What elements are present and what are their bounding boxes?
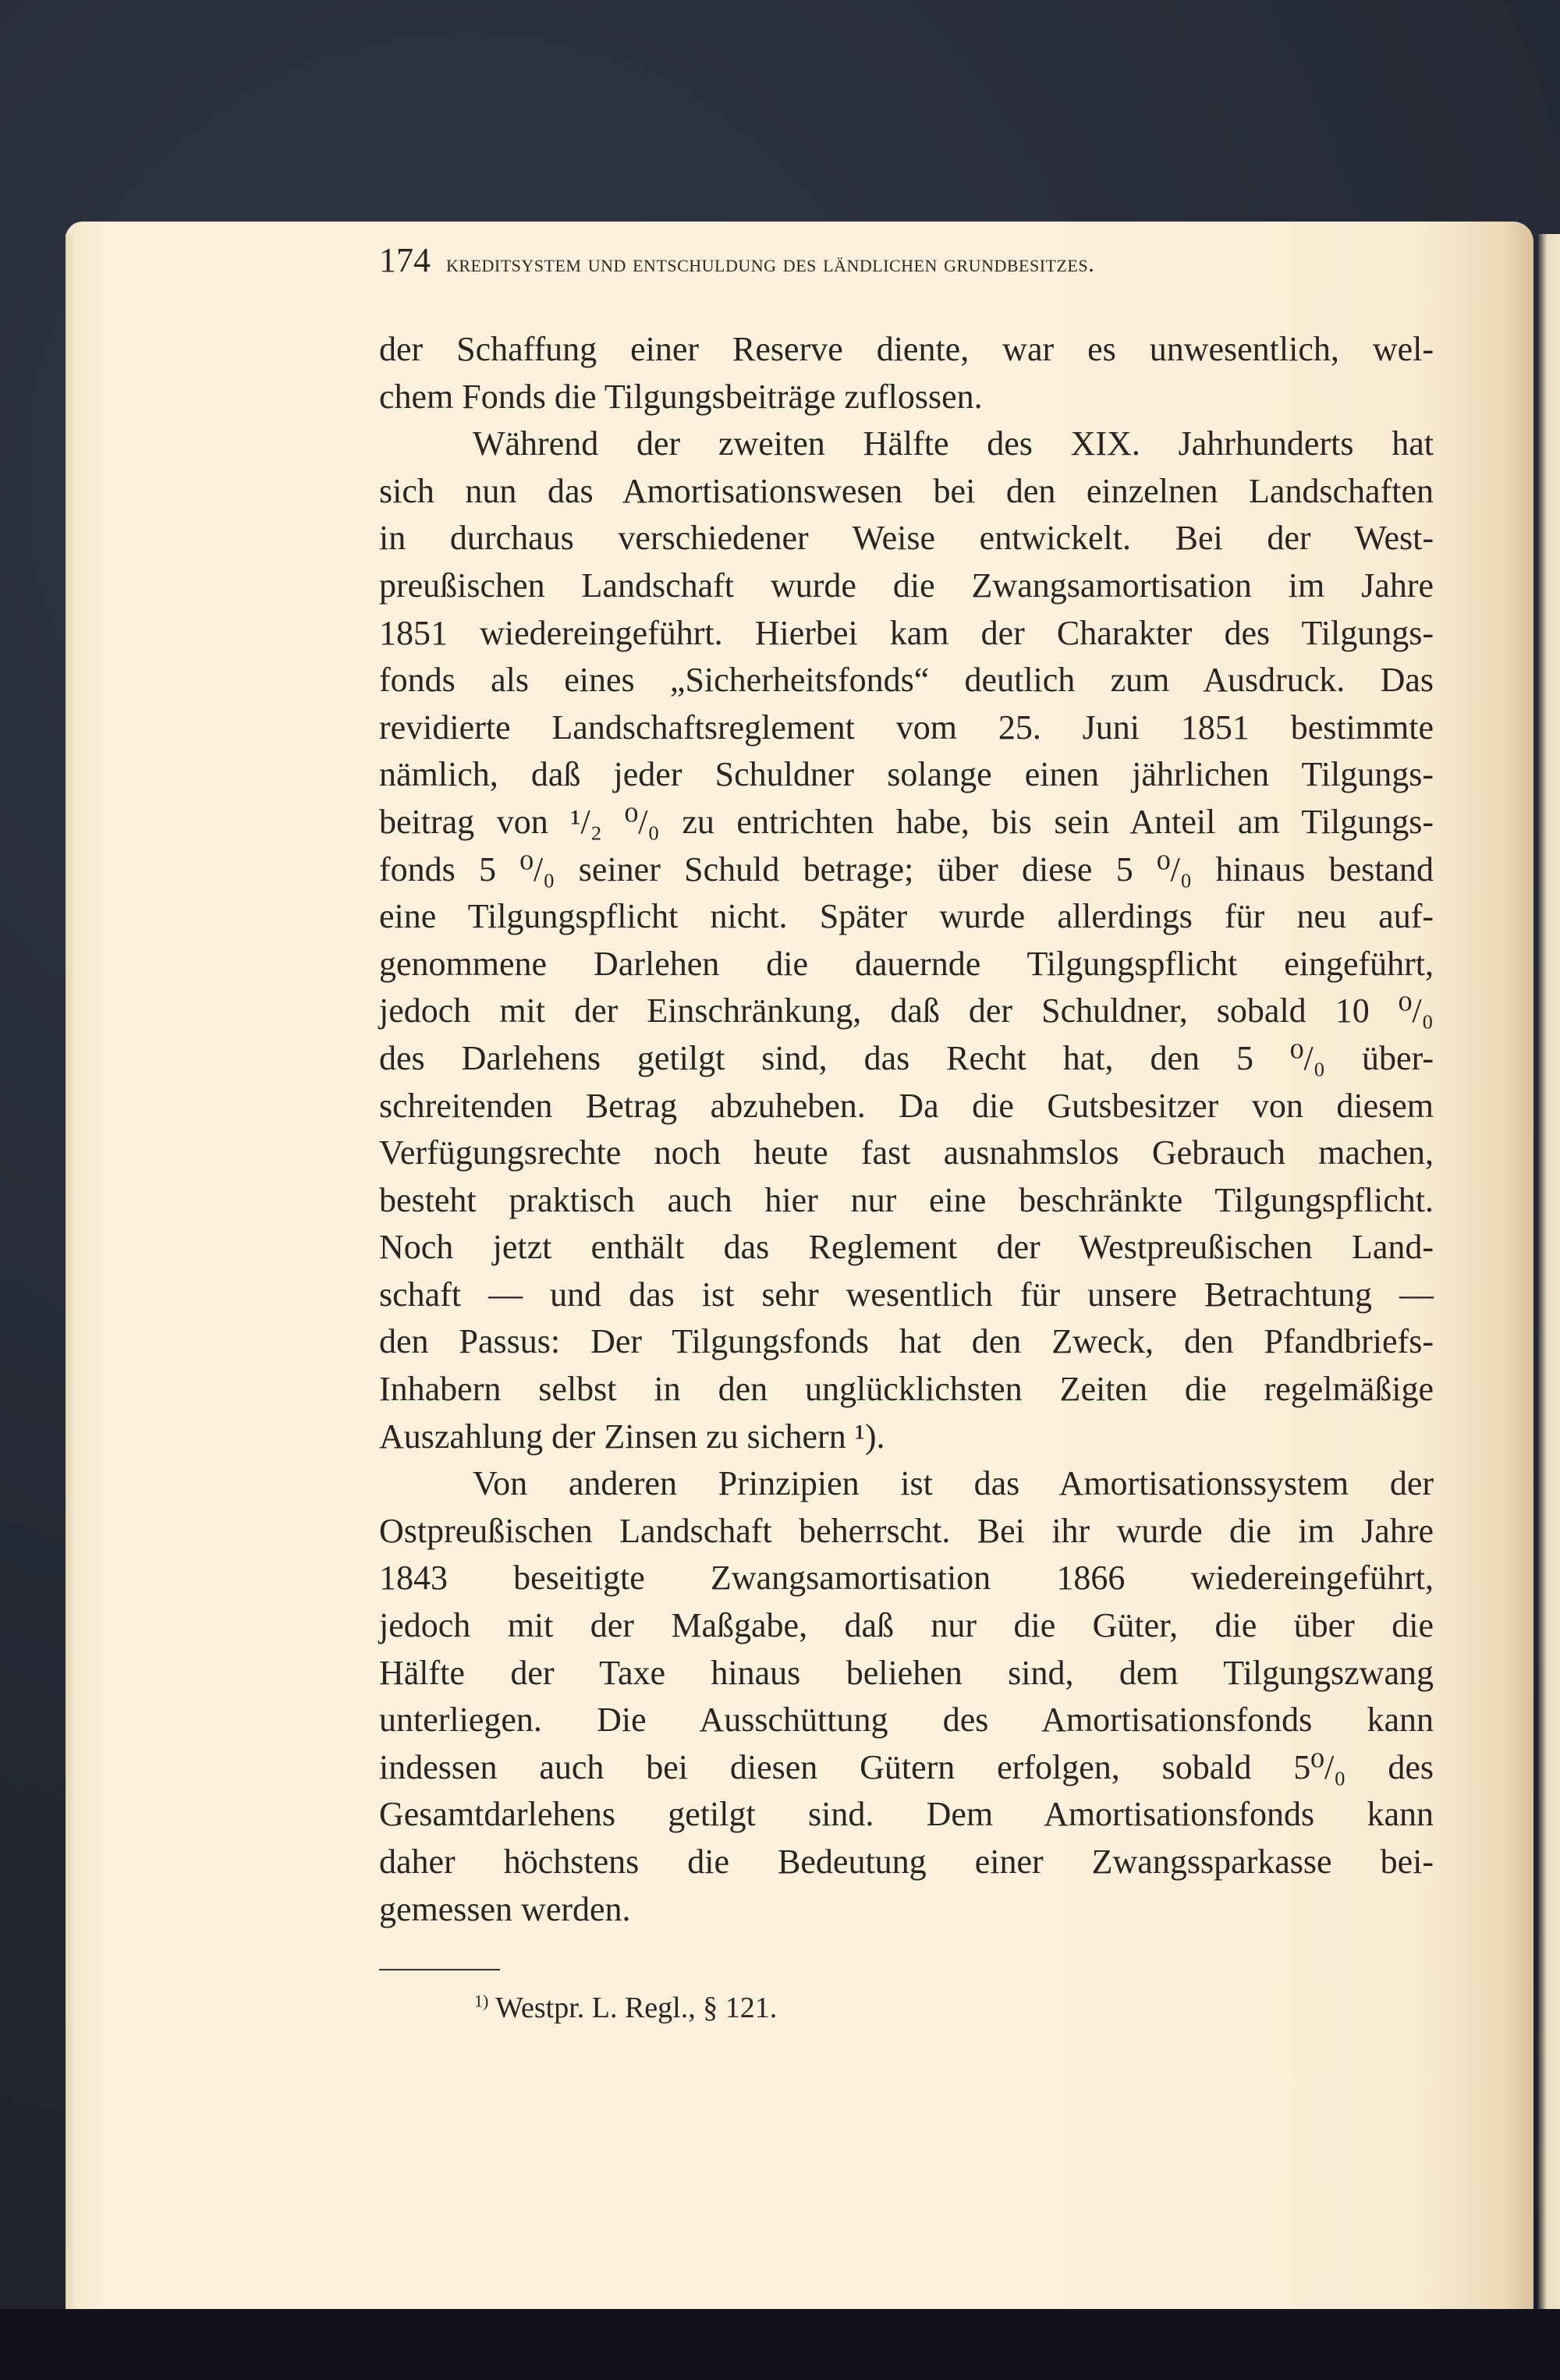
text-line: eine Tilgungspflicht nicht. Später wurde allerdings für neu auf- <box>379 897 1434 936</box>
text-line: genommene Darlehen die dauernde Tilgungspflicht eingeführt, <box>379 944 1434 983</box>
footnote-marker: 1) <box>474 1991 489 2011</box>
text-line: schaft — und das ist sehr wesentlich für unsere Betrachtung — <box>379 1275 1434 1314</box>
text-line: daher höchstens die Bedeutung einer Zwangssparkasse bei- <box>379 1843 1434 1881</box>
text-line: Inhabern selbst in den unglücklichsten Zeiten die regelmäßige <box>379 1370 1434 1409</box>
text-line: besteht praktisch auch hier nur eine beschränkte Tilgungspflicht. <box>379 1180 1434 1219</box>
footnote <box>474 1991 777 2025</box>
text-line: fonds als eines „Sicherheitsfonds“ deutlich zum Ausdruck. Das <box>379 661 1434 700</box>
text-line: nämlich, daß jeder Schuldner solange einen jährlichen Tilgungs- <box>379 755 1434 794</box>
running-header <box>379 240 1440 279</box>
text-line: in durchaus verschiedener Weise entwickelt. Bei der West- <box>379 519 1434 558</box>
text-line: des Darlehens getilgt sind, das Recht hat, den 5 ⁰/₀ über- <box>379 1038 1434 1077</box>
page-number: 174 <box>379 241 431 279</box>
text-line: sich nun das Amortisationswesen bei den einzelnen Landschaften <box>379 471 1434 510</box>
text-line: Noch jetzt enthält das Reglement der Westpreußischen Land- <box>379 1228 1434 1267</box>
text-line: indessen auch bei diesen Gütern erfolgen, sobald 5⁰/₀ des <box>379 1747 1434 1786</box>
adjacent-page-edge <box>1538 234 1560 2309</box>
text-line: 1851 wiedereingeführt. Hierbei kam der Charakter des Tilgungs- <box>379 613 1434 652</box>
footnote-text: Westpr. L. Regl., § 121. <box>495 1992 778 2024</box>
text-line: jedoch mit der Einschränkung, daß der Schuldner, sobald 10 ⁰/₀ <box>379 991 1434 1030</box>
text-line: unterliegen. Die Ausschüttung des Amortisationsfonds kann <box>379 1701 1434 1740</box>
text-line: jedoch mit der Maßgabe, daß nur die Güter, die über die <box>379 1606 1434 1645</box>
text-line: Auszahlung der Zinsen zu sichern ¹). <box>379 1417 885 1456</box>
text-line: revidierte Landschaftsreglement vom 25. Juni 1851 bestimmte <box>379 708 1434 747</box>
text-line: Gesamtdarlehens getilgt sind. Dem Amortisationsfonds kann <box>379 1795 1434 1834</box>
footnote-rule <box>379 1969 500 1970</box>
text-line: Ostpreußischen Landschaft beherrscht. Bei ihr wurde die im Jahre <box>379 1511 1434 1550</box>
text-line: fonds 5 ⁰/₀ seiner Schuld betrage; über diese 5 ⁰/₀ hinaus bestand <box>379 849 1434 889</box>
text-line: schreitenden Betrag abzuheben. Da die Gutsbesitzer von diesem <box>379 1086 1434 1125</box>
text-line: beitrag von ¹/₂ ⁰/₀ zu entrichten habe, bis sein Anteil am Tilgungs- <box>379 802 1434 841</box>
page-edge-shadow <box>66 234 76 2309</box>
running-title: kreditsystem und entschuldung des ländlichen grundbesitzes. <box>446 250 1095 277</box>
text-line: den Passus: Der Tilgungsfonds hat den Zweck, den Pfandbriefs- <box>379 1322 1434 1361</box>
text-line: Während der zweiten Hälfte des XIX. Jahrhunderts hat <box>473 424 1434 463</box>
scanner-bottom-border <box>0 2309 1560 2380</box>
text-line: 1843 beseitigte Zwangsamortisation 1866 wiedereingeführt, <box>379 1559 1434 1598</box>
text-line: chem Fonds die Tilgungsbeiträge zuflossen. <box>379 377 983 416</box>
text-line: Von anderen Prinzipien ist das Amortisationssystem der <box>473 1464 1434 1503</box>
text-line: Hälfte der Taxe hinaus beliehen sind, dem Tilgungszwang <box>379 1653 1434 1692</box>
text-line: preußischen Landschaft wurde die Zwangsamortisation im Jahre <box>379 566 1434 605</box>
text-line: gemessen werden. <box>379 1889 631 1928</box>
body-text <box>379 326 1434 1933</box>
text-line: der Schaffung einer Reserve diente, war es unwesentlich, wel- <box>379 330 1434 368</box>
text-line: Verfügungsrechte noch heute fast ausnahmslos Gebrauch machen, <box>379 1133 1434 1172</box>
